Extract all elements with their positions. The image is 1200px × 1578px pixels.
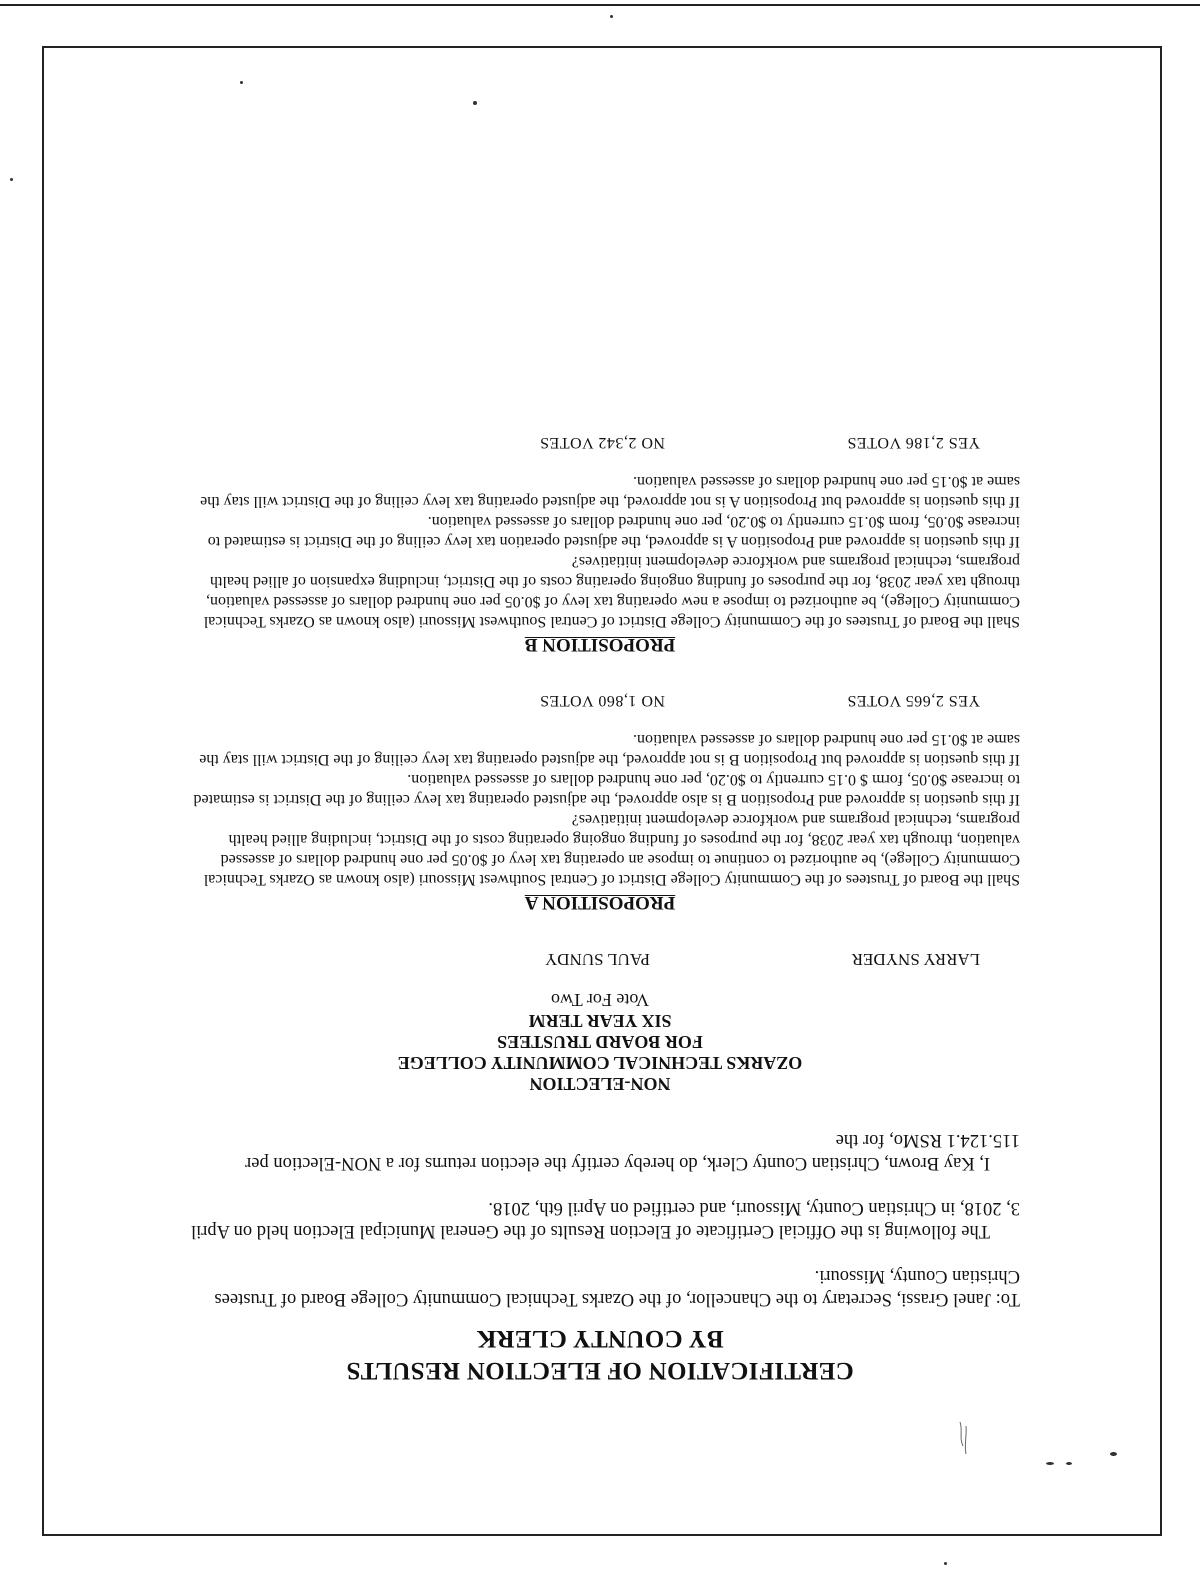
candidate-list xyxy=(180,949,1020,969)
election-heading-line-1: NON-ELECTION xyxy=(529,1074,671,1094)
proposition-b-no-votes: NO 2,342 VOTES xyxy=(539,434,665,451)
election-heading-line-4: SIX YEAR TERM xyxy=(528,1011,672,1031)
scan-speck xyxy=(10,178,13,181)
proposition-a-results xyxy=(180,691,1020,709)
proposition-a-note-1: If this question is approved and Proposition B is also approved, the adjusted operating tax levy ceiling of the District is estimated to increase $0.05, form $ 0.15 currently to $0.20, per one hundred dollars of assessed valuation. xyxy=(193,771,1020,808)
election-heading xyxy=(180,989,1020,1094)
rotated-page xyxy=(44,48,1160,1534)
proposition-b-note-1: If this question is approved and Proposition A is approved, the adjusted operation tax levy ceiling of the District is estimated to increase $0.05, from $0.15 currently to $0.20, per one hundred dollars of assessed valuation. xyxy=(207,513,1020,550)
scan-speck xyxy=(1110,1452,1117,1456)
candidate-name: PAUL SUNDY xyxy=(544,950,650,969)
title-line-1: CERTIFICATION OF ELECTION RESULTS xyxy=(346,1357,854,1384)
document-body xyxy=(180,433,1020,1386)
candidate-name: LARRY SNYDER xyxy=(851,950,980,969)
scan-speck xyxy=(1046,1462,1054,1465)
document-frame xyxy=(42,46,1162,1536)
proposition-a-question: Shall the Board of Trustees of the Community College District of Central Southwest Missouri (also known as Ozarks Technical Community College), be authorized to continue to impose an operating tax levy of $0.05 per one hundred dollars of assessed valuation, through tax year 2038, for the purposes of funding ongoing operating costs of the District, including allied health programs, technical programs and workforce development initiatives? xyxy=(203,811,1020,888)
proposition-a-note-2: If this question is approved but Proposition B is not approved, the adjusted operating tax levy ceiling of the District will stay the same at $0.15 per one hundred dollars of assessed valuation. xyxy=(199,731,1020,768)
proposition-a-no-votes: NO 1,860 VOTES xyxy=(539,692,665,709)
proposition-b-results xyxy=(180,433,1020,451)
vote-for-instruction: Vote For Two xyxy=(550,990,650,1010)
proposition-b-question: Shall the Board of Trustees of the Community College District of Central Southwest Missouri (also known as Ozarks Technical Community College), be authorized to impose a new operating tax levy of $0.05 per one hundred dollars of assessed valuation, through tax year 2038, for the purposes of funding ongoing operating costs of the District, including expansion of allied health programs, technical programs and workforce development initiatives? xyxy=(203,553,1020,630)
scan-speck xyxy=(473,101,477,105)
certification-block xyxy=(180,1128,1020,1242)
proposition-b-yes-votes: YES 2,186 VOTES xyxy=(847,434,980,451)
proposition-a-yes-votes: YES 2,665 VOTES xyxy=(847,692,980,709)
election-heading-line-3: FOR BOARD TRUSTEES xyxy=(497,1032,703,1052)
scan-speck xyxy=(944,1562,947,1565)
scan-speck xyxy=(1066,1462,1072,1465)
scan-speck xyxy=(240,81,243,84)
pen-mark xyxy=(957,1420,971,1458)
proposition-a-heading: PROPOSITION A xyxy=(524,892,676,913)
certification-paragraph: I, Kay Brown, Christian County Clerk, do hereby certify the election returns for a NON-Election per 115.124.1 RSMo, for the xyxy=(245,1130,1020,1173)
addressee-paragraph: To: Janel Grassi, Secretary to the Chancellor, of the Ozarks Technical Community College Board of Trustees Christian County, Missouri. xyxy=(214,1266,1020,1309)
proposition-a-section xyxy=(180,691,1020,913)
proposition-b-note-2: If this question is approved but Proposition A is not approved, the adjusted operating tax levy ceiling of the District will stay the same at $0.15 per one hundred dollars of assessed valuation. xyxy=(200,473,1020,510)
top-edge-rule xyxy=(0,0,1200,6)
intro-paragraph: The following is the Official Certificate of Election Results of the General Municipal Election held on April 3, 2018, in Christian County, Missouri, and certified on April 6th, 2018. xyxy=(190,1198,1020,1241)
election-heading-line-2: OZARKS TECHNICAL COMMUNITY COLLEGE xyxy=(397,1053,803,1073)
title-line-2: BY COUNTY CLERK xyxy=(476,1325,724,1352)
proposition-b-heading: PROPOSITION B xyxy=(524,634,676,655)
document-title xyxy=(180,1322,1020,1386)
proposition-b-section xyxy=(180,433,1020,655)
scan-speck xyxy=(610,15,613,18)
